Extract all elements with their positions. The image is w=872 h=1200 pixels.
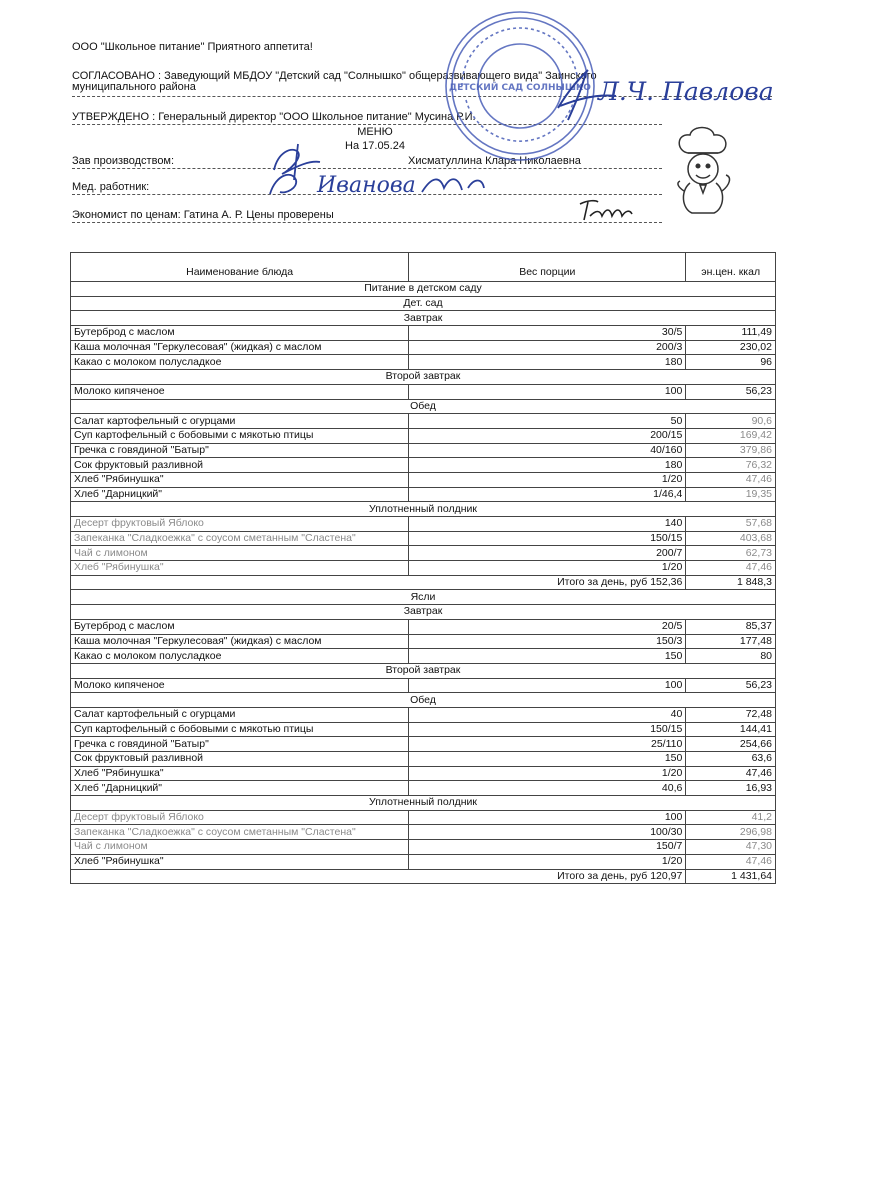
production-name: Хисматуллина Клара Николаевна — [408, 155, 581, 167]
portion-weight: 200/3 — [409, 340, 686, 355]
dish-name: Хлеб "Дарницкий" — [71, 487, 409, 502]
section-title: Второй завтрак — [71, 370, 776, 385]
medic-signature — [262, 162, 512, 204]
portion-weight: 1/20 — [409, 766, 686, 781]
section-row — [71, 590, 776, 605]
section-title: Обед — [71, 693, 776, 708]
energy-kcal: 177,48 — [686, 634, 776, 649]
energy-kcal: 254,66 — [686, 737, 776, 752]
total-row — [71, 869, 776, 884]
table-row — [71, 810, 776, 825]
portion-weight: 25/110 — [409, 737, 686, 752]
section-title: Завтрак — [71, 605, 776, 620]
section-row — [71, 796, 776, 811]
energy-kcal: 76,32 — [686, 458, 776, 473]
section-title: Ясли — [71, 590, 776, 605]
table-header-row — [71, 253, 776, 282]
section-title: Уплотненный полдник — [71, 796, 776, 811]
portion-weight: 150/3 — [409, 634, 686, 649]
table-row — [71, 825, 776, 840]
economist-signature — [574, 196, 636, 226]
dish-name: Хлеб "Рябинушка" — [71, 854, 409, 869]
portion-weight: 180 — [409, 355, 686, 370]
dish-name: Запеканка "Сладкоежка" с соусом сметанным "Сластена" — [71, 825, 409, 840]
dish-name: Хлеб "Дарницкий" — [71, 781, 409, 796]
col-name-header: Наименование блюда — [71, 253, 409, 282]
dish-name: Каша молочная "Геркулесовая" (жидкая) с маслом — [71, 340, 409, 355]
energy-kcal: 403,68 — [686, 531, 776, 546]
portion-weight: 40/160 — [409, 443, 686, 458]
energy-kcal: 230,02 — [686, 340, 776, 355]
economist-line: Экономист по ценам: Гатина А. Р. Цены проверены — [72, 209, 334, 221]
portion-weight: 150/15 — [409, 531, 686, 546]
energy-kcal: 169,42 — [686, 428, 776, 443]
energy-kcal: 47,30 — [686, 840, 776, 855]
portion-weight: 50 — [409, 414, 686, 429]
energy-kcal: 379,86 — [686, 443, 776, 458]
total-label: Итого за день, руб 152,36 — [71, 575, 686, 590]
table-row — [71, 340, 776, 355]
portion-weight: 1/20 — [409, 854, 686, 869]
col-weight-header: Вес порции — [409, 253, 686, 282]
section-row — [71, 296, 776, 311]
section-row — [71, 282, 776, 297]
agreed-line-2: муниципального района — [72, 81, 196, 93]
dish-name: Молоко кипяченое — [71, 678, 409, 693]
energy-kcal: 56,23 — [686, 384, 776, 399]
total-kcal: 1 848,3 — [686, 575, 776, 590]
approved-line: УТВЕРЖДЕНО : Генеральный директор "ООО Школьное питание" Мусина Р.И. — [72, 111, 476, 123]
menu-table-body — [71, 282, 776, 884]
dish-name: Сок фруктовый разливной — [71, 752, 409, 767]
table-row — [71, 487, 776, 502]
portion-weight: 40 — [409, 707, 686, 722]
table-row — [71, 517, 776, 532]
table-row — [71, 707, 776, 722]
chef-mascot-icon — [668, 125, 740, 217]
total-label: Итого за день, руб 120,97 — [71, 869, 686, 884]
portion-weight: 150 — [409, 752, 686, 767]
dish-name: Запеканка "Сладкоежка" с соусом сметанным "Сластена" — [71, 531, 409, 546]
total-row — [71, 575, 776, 590]
table-row — [71, 722, 776, 737]
portion-weight: 30/5 — [409, 326, 686, 341]
section-title: Уплотненный полдник — [71, 502, 776, 517]
portion-weight: 100 — [409, 810, 686, 825]
dish-name: Сок фруктовый разливной — [71, 458, 409, 473]
table-row — [71, 546, 776, 561]
table-row — [71, 443, 776, 458]
portion-weight: 150/15 — [409, 722, 686, 737]
dish-name: Салат картофельный с огурцами — [71, 414, 409, 429]
portion-weight: 100/30 — [409, 825, 686, 840]
table-row — [71, 619, 776, 634]
portion-weight: 1/46,4 — [409, 487, 686, 502]
production-label: Зав производством: — [72, 155, 175, 167]
dish-name: Хлеб "Рябинушка" — [71, 472, 409, 487]
portion-weight: 40,6 — [409, 781, 686, 796]
director-signature-name: Л.Ч. Павлова — [598, 77, 774, 106]
section-row — [71, 370, 776, 385]
portion-weight: 150/7 — [409, 840, 686, 855]
table-row — [71, 737, 776, 752]
energy-kcal: 111,49 — [686, 326, 776, 341]
table-row — [71, 561, 776, 576]
dish-name: Хлеб "Рябинушка" — [71, 561, 409, 576]
table-row — [71, 428, 776, 443]
energy-kcal: 41,2 — [686, 810, 776, 825]
energy-kcal: 144,41 — [686, 722, 776, 737]
section-title: Обед — [71, 399, 776, 414]
energy-kcal: 62,73 — [686, 546, 776, 561]
table-row — [71, 458, 776, 473]
energy-kcal: 19,35 — [686, 487, 776, 502]
dish-name: Какао с молоком полусладкое — [71, 355, 409, 370]
total-kcal: 1 431,64 — [686, 869, 776, 884]
energy-kcal: 47,46 — [686, 472, 776, 487]
table-row — [71, 678, 776, 693]
menu-table — [70, 252, 776, 884]
section-row — [71, 399, 776, 414]
table-row — [71, 649, 776, 664]
energy-kcal: 72,48 — [686, 707, 776, 722]
dish-name: Бутерброд с маслом — [71, 326, 409, 341]
dish-name: Салат картофельный с огурцами — [71, 707, 409, 722]
section-title: Питание в детском саду — [71, 282, 776, 297]
table-row — [71, 531, 776, 546]
table-row — [71, 840, 776, 855]
energy-kcal: 296,98 — [686, 825, 776, 840]
dish-name: Чай с лимоном — [71, 546, 409, 561]
dish-name: Суп картофельный с бобовыми с мякотью птицы — [71, 722, 409, 737]
table-row — [71, 781, 776, 796]
section-title: Второй завтрак — [71, 663, 776, 678]
section-row — [71, 663, 776, 678]
section-title: Дет. сад — [71, 296, 776, 311]
portion-weight: 1/20 — [409, 561, 686, 576]
dish-name: Каша молочная "Геркулесовая" (жидкая) с маслом — [71, 634, 409, 649]
dish-name: Десерт фруктовый Яблоко — [71, 517, 409, 532]
dish-name: Какао с молоком полусладкое — [71, 649, 409, 664]
dish-name: Десерт фруктовый Яблоко — [71, 810, 409, 825]
dish-name: Гречка с говядиной "Батыр" — [71, 443, 409, 458]
energy-kcal: 47,46 — [686, 561, 776, 576]
table-row — [71, 766, 776, 781]
energy-kcal: 85,37 — [686, 619, 776, 634]
menu-date: На 17.05.24 — [345, 140, 405, 152]
portion-weight: 100 — [409, 384, 686, 399]
energy-kcal: 96 — [686, 355, 776, 370]
medic-label: Мед. работник: — [72, 181, 150, 193]
portion-weight: 20/5 — [409, 619, 686, 634]
portion-weight: 180 — [409, 458, 686, 473]
table-row — [71, 326, 776, 341]
section-row — [71, 605, 776, 620]
table-row — [71, 414, 776, 429]
dish-name: Бутерброд с маслом — [71, 619, 409, 634]
table-row — [71, 752, 776, 767]
table-row — [71, 384, 776, 399]
section-title: Завтрак — [71, 311, 776, 326]
dish-name: Суп картофельный с бобовыми с мякотью птицы — [71, 428, 409, 443]
energy-kcal: 47,46 — [686, 766, 776, 781]
energy-kcal: 80 — [686, 649, 776, 664]
agreed-line-1: СОГЛАСОВАНО : Заведующий МБДОУ "Детский сад "Солнышко" общеразвивающего вида" Заинского — [72, 70, 597, 82]
section-row — [71, 693, 776, 708]
table-row — [71, 355, 776, 370]
energy-kcal: 56,23 — [686, 678, 776, 693]
dish-name: Гречка с говядиной "Батыр" — [71, 737, 409, 752]
energy-kcal: 63,6 — [686, 752, 776, 767]
table-row — [71, 634, 776, 649]
section-row — [71, 311, 776, 326]
portion-weight: 200/15 — [409, 428, 686, 443]
portion-weight: 200/7 — [409, 546, 686, 561]
portion-weight: 140 — [409, 517, 686, 532]
col-kcal-header: эн.цен. ккал — [686, 253, 776, 282]
portion-weight: 100 — [409, 678, 686, 693]
energy-kcal: 57,68 — [686, 517, 776, 532]
director-signature — [540, 58, 774, 128]
energy-kcal: 90,6 — [686, 414, 776, 429]
stamp-text: ДЕТСКИЙ САД СОЛНЫШКО — [449, 83, 591, 93]
menu-title: МЕНЮ — [357, 126, 393, 138]
portion-weight: 1/20 — [409, 472, 686, 487]
org-title: ООО "Школьное питание" Приятного аппетита! — [72, 41, 313, 53]
energy-kcal: 47,46 — [686, 854, 776, 869]
dish-name: Чай с лимоном — [71, 840, 409, 855]
portion-weight: 150 — [409, 649, 686, 664]
dish-name: Хлеб "Рябинушка" — [71, 766, 409, 781]
table-row — [71, 472, 776, 487]
medic-signature-name: Иванова — [317, 173, 416, 198]
section-row — [71, 502, 776, 517]
table-row — [71, 854, 776, 869]
energy-kcal: 16,93 — [686, 781, 776, 796]
dish-name: Молоко кипяченое — [71, 384, 409, 399]
